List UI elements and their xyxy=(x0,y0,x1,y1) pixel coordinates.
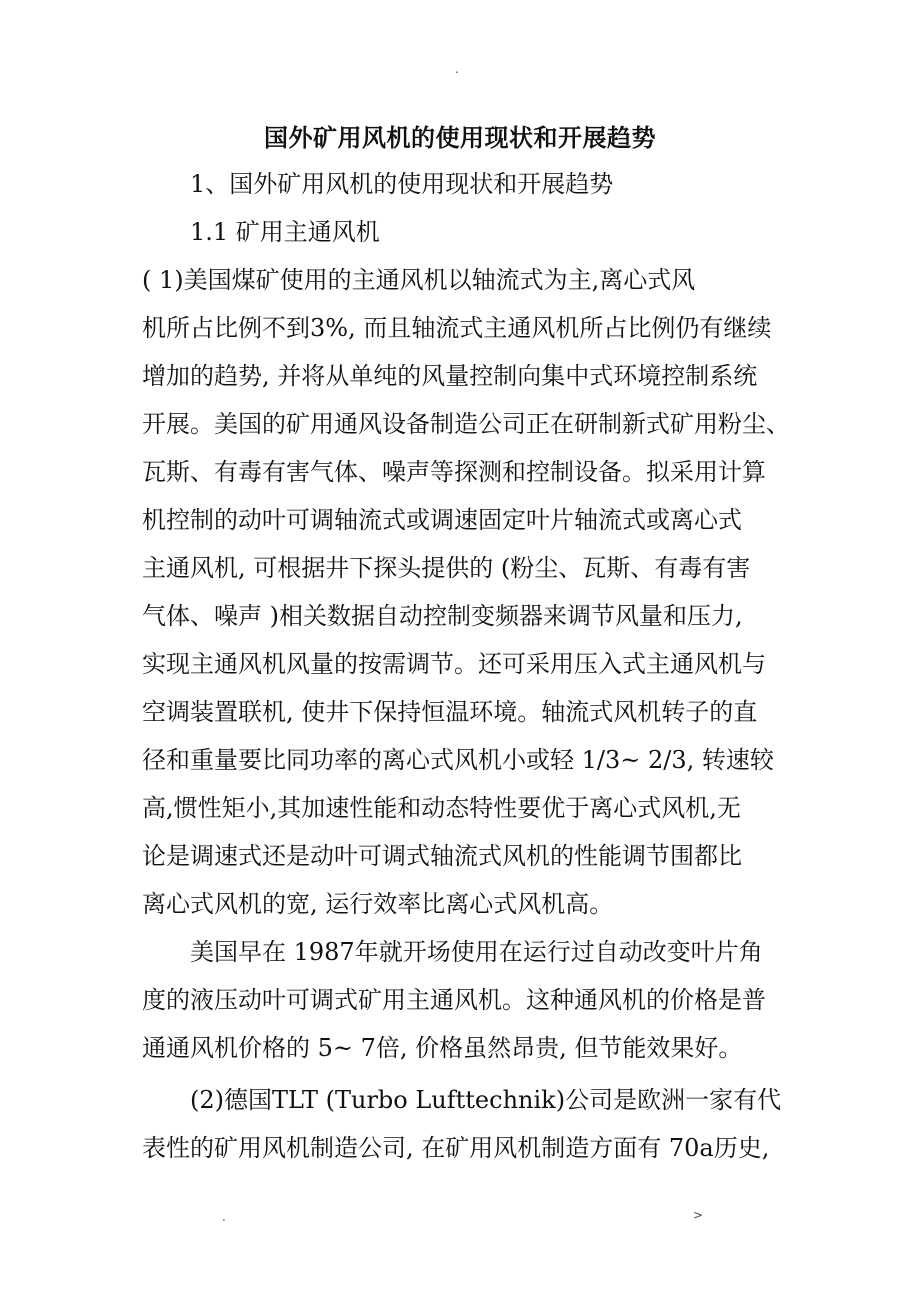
paragraph-line: 论是调速式还是动叶可调式轴流式风机的性能调节围都比 xyxy=(142,842,742,870)
paragraph-line: 机控制的动叶可调轴流式或调速固定叶片轴流式或离心式 xyxy=(142,506,742,534)
paragraph-line: ( 1)美国煤矿使用的主通风机以轴流式为主,离心式风 xyxy=(142,266,696,294)
paragraph-line: 机所占比例不到3%, 而且轴流式主通风机所占比例仍有继续 xyxy=(142,314,772,342)
paragraph-line: 径和重量要比同功率的离心式风机小或轻 1/3~ 2/3, 转速较 xyxy=(142,746,774,774)
paragraph-line: (2)德国TLT (Turbo Lufttechnik)公司是欧洲一家有代 xyxy=(190,1086,782,1114)
paragraph-line: 瓦斯、有毒有害气体、噪声等探测和控制设备。拟采用计算 xyxy=(142,458,766,486)
paragraph-line: 高,惯性矩小,其加速性能和动态特性要优于离心式风机,无 xyxy=(142,794,741,822)
paragraph-line: 开展。美国的矿用通风设备制造公司正在研制新式矿用粉尘、 xyxy=(142,410,790,438)
paragraph-line: 空调装置联机, 使井下保持恒温环境。轴流式风机转子的直 xyxy=(142,698,758,726)
document-title: 国外矿用风机的使用现状和开展趋势 xyxy=(264,123,656,152)
paragraph-line: 通通风机价格的 5~ 7倍, 价格虽然昂贵, 但节能效果好。 xyxy=(142,1034,743,1062)
paragraph-line: 表性的矿用风机制造公司, 在矿用风机制造方面有 70a历史, xyxy=(142,1134,770,1162)
paragraph-line: 实现主通风机风量的按需调节。还可采用压入式主通风机与 xyxy=(142,650,766,678)
header-mark: . xyxy=(455,62,459,76)
paragraph-line: 增加的趋势, 并将从单纯的风量控制向集中式环境控制系统 xyxy=(142,362,758,390)
section-heading-1-1: 1.1 矿用主通风机 xyxy=(190,218,380,246)
paragraph-line: 离心式风机的宽, 运行效率比离心式风机高。 xyxy=(142,890,614,918)
footer-mark-right: > xyxy=(693,1208,704,1222)
paragraph-line: 度的液压动叶可调式矿用主通风机。这种通风机的价格是普 xyxy=(142,986,766,1014)
section-heading-1: 1、国外矿用风机的使用现状和开展趋势 xyxy=(190,170,614,198)
paragraph-line: 美国早在 1987年就开场使用在运行过自动改变叶片角 xyxy=(190,938,763,966)
paragraph-line: 主通风机, 可根据井下探头提供的 (粉尘、瓦斯、有毒有害 xyxy=(142,554,751,582)
paragraph-line: 气体、噪声 )相关数据自动控制变频器来调节风量和压力, xyxy=(142,602,743,630)
footer-mark-left: . xyxy=(222,1210,226,1224)
